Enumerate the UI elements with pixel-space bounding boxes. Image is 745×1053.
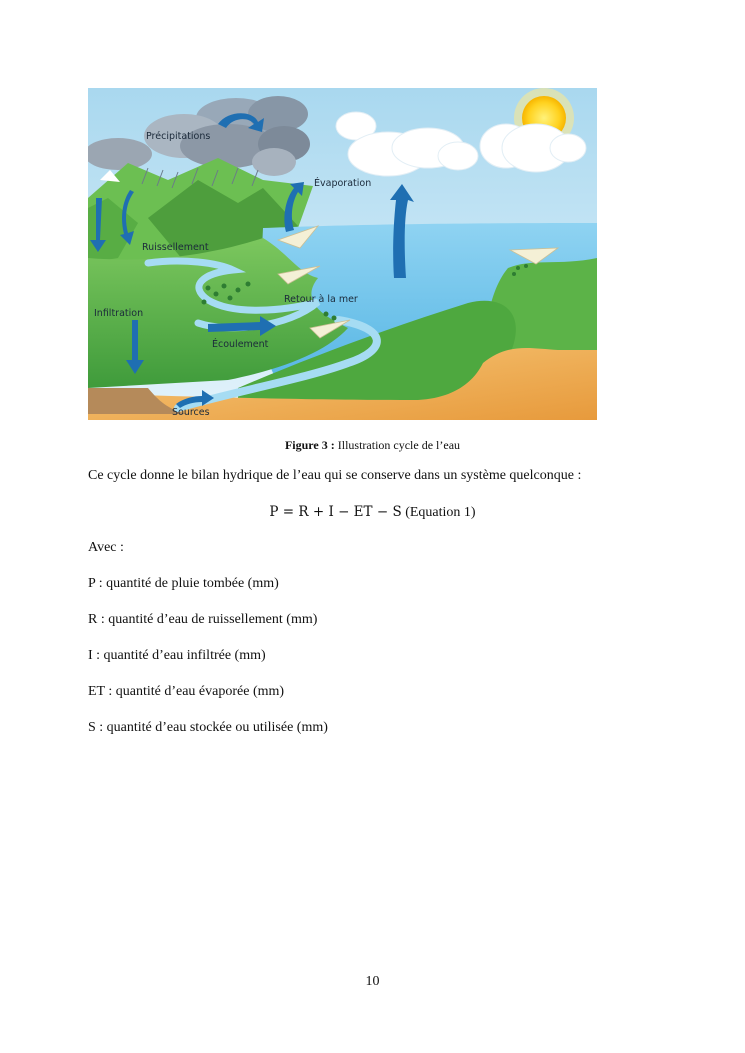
caption-prefix: Figure 3 :	[284, 438, 335, 452]
label-infiltration: Infiltration	[94, 308, 144, 319]
water-cycle-illustration	[88, 88, 597, 420]
page-number: 10	[365, 974, 380, 989]
label-ruissellement: Ruissellement	[142, 242, 209, 253]
label-ecoulement: Écoulement	[212, 339, 269, 350]
intro-paragraph: Ce cycle donne le bilan hydrique de l’eau qui se conserve dans un système quelconque :	[88, 468, 582, 483]
caption-text: Illustration cycle de l’eau	[334, 438, 461, 452]
label-evaporation: Évaporation	[314, 178, 372, 189]
definition-i: I : quantité d’eau infiltrée (mm)	[88, 648, 266, 663]
figure-caption	[0, 438, 745, 453]
label-sources: Sources	[172, 407, 210, 418]
water-cycle-figure	[88, 88, 597, 420]
label-retour-mer: Retour à la mer	[284, 294, 358, 305]
definition-r: R : quantité d’eau de ruissellement (mm)	[88, 612, 318, 627]
avec-label: Avec :	[88, 540, 124, 555]
definition-s: S : quantité d’eau stockée ou utilisée (mm)	[88, 720, 328, 735]
equation-ref: (Equation 1)	[401, 505, 476, 520]
definition-p: P : quantité de pluie tombée (mm)	[88, 576, 279, 591]
label-precipitations: Précipitations	[146, 131, 211, 142]
equation	[0, 504, 745, 521]
equation-math: P = R + I − ET − S	[269, 504, 402, 520]
definition-et: ET : quantité d’eau évaporée (mm)	[88, 684, 285, 699]
